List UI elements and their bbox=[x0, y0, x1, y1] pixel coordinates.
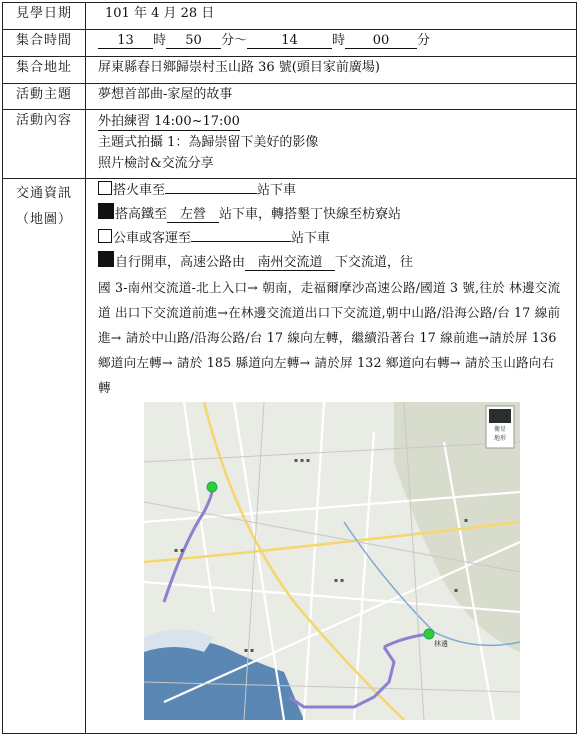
end-marker bbox=[424, 629, 434, 639]
driving-directions: 國 3-南州交流道-北上入口→ 朝南，走福爾摩沙高速公路/國道 3 號,往於 林邊交流道 出口下交流道前進→在林邊交流道出口下交流道,朝中山路/沿海公路/台 17 線前進→ 請於中山路/沿海公路/台 17 線向左轉，繼續沿著台 17 線前進→請於屏 136 鄉道向左轉→ 請於 185 縣道向左轉→ 請於屏 132 鄉道向右轉→ 請於玉山路向右轉 bbox=[98, 280, 561, 395]
car-text-b: 下交流道，往 bbox=[335, 255, 414, 270]
row-content bbox=[3, 110, 576, 179]
start-hour: 13 bbox=[98, 34, 153, 49]
map-type-widget bbox=[486, 406, 514, 448]
option-hsr bbox=[98, 203, 572, 227]
end-hour: 14 bbox=[247, 34, 332, 49]
train-station-blank bbox=[165, 193, 257, 194]
map-graphic bbox=[144, 402, 520, 720]
value-transport bbox=[98, 179, 572, 400]
svg-text:▪ ▪: ▪ ▪ bbox=[244, 647, 255, 654]
unit-minute-to: 分～ bbox=[221, 33, 248, 48]
label-time: 集合時間 bbox=[3, 30, 86, 56]
option-car bbox=[98, 251, 572, 275]
train-text-a: 搭火車至 bbox=[113, 183, 166, 198]
value-time bbox=[98, 30, 572, 51]
train-text-b: 站下車 bbox=[257, 183, 297, 198]
row-date bbox=[3, 3, 576, 30]
bus-station-blank bbox=[191, 241, 291, 242]
row-time bbox=[3, 30, 576, 57]
start-minute: 50 bbox=[166, 34, 221, 49]
value-content bbox=[98, 110, 572, 174]
unit-hour-2: 時 bbox=[332, 33, 346, 48]
content-line-2: 主題式拍攝 1：為歸崇留下美好的影像 bbox=[98, 135, 319, 150]
label-transport bbox=[3, 179, 86, 733]
value-theme: 夢想首部曲-家屋的故事 bbox=[98, 87, 233, 102]
hsr-station: 左營 bbox=[167, 208, 219, 223]
hsr-text-a: 搭高鐵至 bbox=[115, 207, 168, 222]
label-theme: 活動主題 bbox=[3, 84, 86, 109]
value-date: 101 年 4 月 28 日 bbox=[105, 6, 215, 21]
bus-text-b: 站下車 bbox=[291, 231, 331, 246]
svg-text:▪ ▪ ▪: ▪ ▪ ▪ bbox=[294, 457, 311, 464]
unit-hour: 時 bbox=[153, 33, 167, 48]
value-place: 屏東縣春日鄉歸崇村玉山路 36 號(頭目家前廣場) bbox=[98, 60, 380, 75]
row-theme bbox=[3, 84, 576, 110]
option-train bbox=[98, 179, 572, 203]
end-minute: 00 bbox=[345, 34, 417, 49]
svg-text:▪: ▪ bbox=[454, 587, 459, 594]
bus-text-a: 公車或客運至 bbox=[113, 231, 192, 246]
label-content: 活動內容 bbox=[3, 110, 86, 178]
checkbox-bus bbox=[98, 229, 112, 243]
label-transport-2: （地圖） bbox=[15, 212, 72, 227]
checkbox-car-checked bbox=[98, 251, 114, 267]
car-exit: 南州交流道 bbox=[245, 256, 335, 271]
svg-text:▪: ▪ bbox=[464, 517, 469, 524]
route-map[interactable] bbox=[144, 402, 520, 720]
start-marker bbox=[207, 482, 217, 492]
unit-minute-2: 分 bbox=[417, 33, 431, 48]
option-bus bbox=[98, 227, 572, 251]
hsr-text-b: 站下車，轉搭墾丁快線至枋寮站 bbox=[219, 207, 402, 222]
town-label: 林邊 bbox=[434, 640, 448, 648]
content-line-3: 照片檢討&交流分享 bbox=[98, 156, 214, 171]
car-text-a: 自行開車，高速公路由 bbox=[115, 255, 246, 270]
widget-satellite: 衛星 bbox=[493, 426, 507, 433]
checkbox-hsr-checked bbox=[98, 203, 114, 219]
label-date: 見學日期 bbox=[3, 3, 86, 29]
svg-text:▪ ▪: ▪ ▪ bbox=[334, 577, 345, 584]
widget-terrain: 地形 bbox=[493, 435, 507, 442]
content-line-1: 外拍練習 14:00~17:00 bbox=[98, 114, 240, 129]
svg-text:▪ ▪: ▪ ▪ bbox=[174, 547, 185, 554]
row-place bbox=[3, 57, 576, 84]
checkbox-train bbox=[98, 181, 112, 195]
label-place: 集合地址 bbox=[3, 57, 86, 83]
label-transport-1: 交通資訊 bbox=[15, 186, 72, 201]
